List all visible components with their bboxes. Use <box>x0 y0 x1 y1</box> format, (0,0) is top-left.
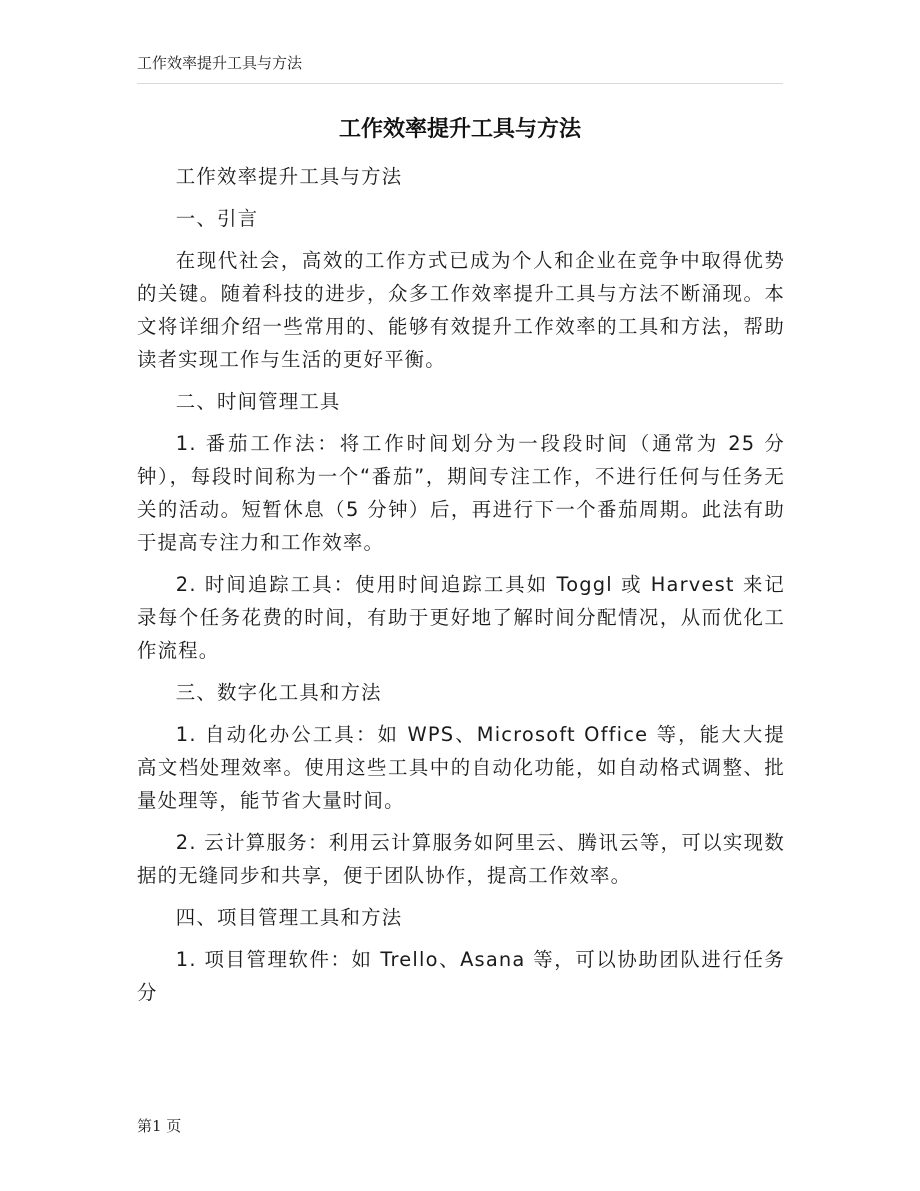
section-heading-digital-tools: 三、数字化工具和方法 <box>175 681 382 704</box>
intro-paragraph: 在现代社会，高效的工作方式已成为个人和企业在竞争中取得优势的关键。随着科技的进步，众多工作效率提升工具与方法不断涌现。本文将详细介绍一些常用的、能够有效提升工作效率的工具和方法，帮助读者实现工作与生活的更好平衡。 <box>137 249 785 371</box>
document-body <box>137 160 785 1018</box>
header-divider <box>137 83 783 84</box>
section-heading-intro: 一、引言 <box>175 207 259 230</box>
document-title: 工作效率提升工具与方法 <box>338 117 581 142</box>
cloud-computing-paragraph: 2. 云计算服务：利用云计算服务如阿里云、腾讯云等，可以实现数据的无缝同步和共享，便于团队协作，提高工作效率。 <box>137 831 785 887</box>
pomodoro-paragraph: 1. 番茄工作法：将工作时间划分为一段段时间（通常为 25 分钟），每段时间称为一个“番茄”，期间专注工作，不进行任何与任务无关的活动。短暂休息（5 分钟）后，再进行下一个番茄周期。此法有助于提高专注力和工作效率。 <box>137 432 785 554</box>
page-number: 第1 页 <box>137 1117 182 1135</box>
office-automation-paragraph: 1. 自动化办公工具：如 WPS、Microsoft Office 等，能大大提高文档处理效率。使用这些工具中的自动化功能，如自动格式调整、批量处理等，能节省大量时间。 <box>137 723 785 812</box>
time-tracking-paragraph: 2. 时间追踪工具：使用时间追踪工具如 Toggl 或 Harvest 来记录每个任务花费的时间，有助于更好地了解时间分配情况，从而优化工作流程。 <box>137 573 785 662</box>
subtitle-paragraph: 工作效率提升工具与方法 <box>175 165 403 188</box>
running-header: 工作效率提升工具与方法 <box>137 54 303 72</box>
section-heading-time-management: 二、时间管理工具 <box>175 390 341 413</box>
section-heading-project-management: 四、项目管理工具和方法 <box>175 906 403 929</box>
project-software-paragraph: 1. 项目管理软件：如 Trello、Asana 等，可以协助团队进行任务分 <box>137 948 785 1004</box>
